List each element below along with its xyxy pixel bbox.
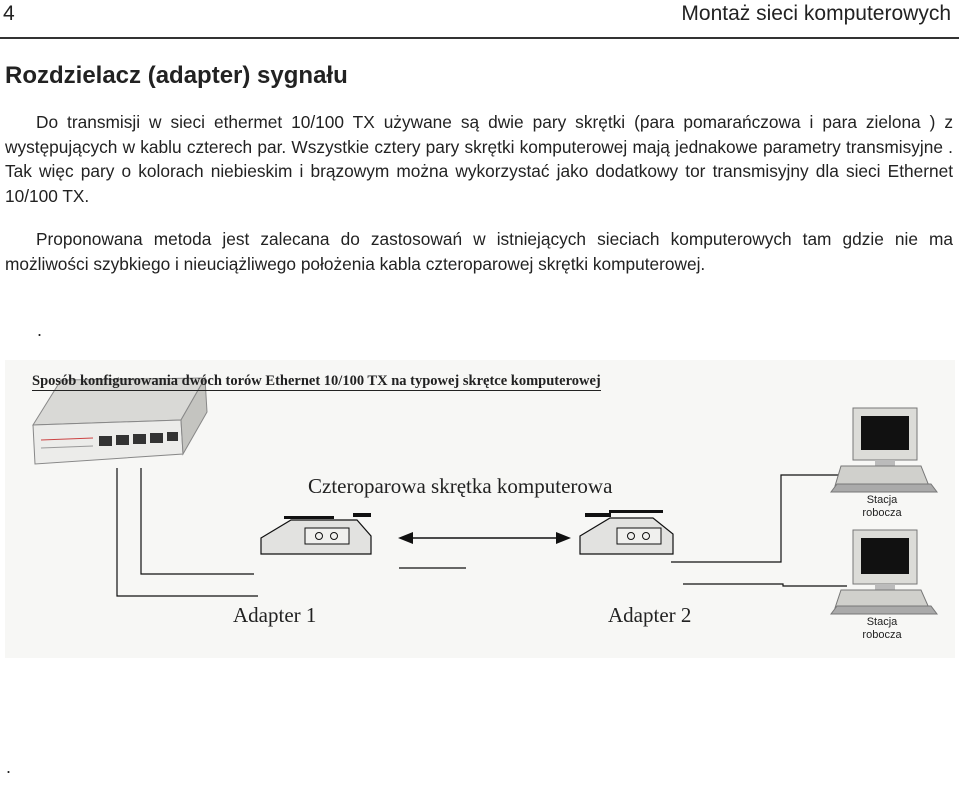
double-arrow-icon [398, 532, 571, 544]
adapter-icon [261, 513, 371, 554]
adapter-2-label: Adapter 2 [608, 603, 692, 627]
workstation-icon [831, 408, 937, 492]
workstation-icon [831, 530, 937, 614]
header-rule [0, 37, 959, 39]
paragraph-1 [5, 110, 953, 208]
paragraph-2-text: Proponowana metoda jest zalecana do zastosowań w istniejących sieciach komputerowych tam gdzie nie ma możliwości szybkiego i nieuciążliwego położenia kabla czteroparowej skrętki komputerowej. [5, 229, 953, 274]
running-header: Montaż sieci komputerowych [681, 2, 951, 25]
paragraph-2 [5, 227, 953, 276]
network-diagram-figure [5, 360, 955, 658]
diagram-drawing [5, 360, 955, 658]
figure-title: Sposób konfigurowania dwóch torów Ethernet 10/100 TX na typowej skrętce komputerowej [32, 373, 601, 389]
stray-dot: . [37, 320, 43, 340]
adapter-1-label: Adapter 1 [233, 603, 317, 627]
paragraph-1-text: Do transmisji w sieci ethermet 10/100 TX używane są dwie pary skrętki (para pomarańczowa i para zielona ) z występujących w kablu czterech par. Wszystkie cztery pary skrętki komputerowej mają jednakowe parametry transmisyjne . Tak więc pary o kolorach niebieskim i brązowym można wykorzystać jako dodatkowy tor transmisyjny dla sieci Ethernet 10/100 TX. [5, 112, 953, 206]
stray-dot: . [6, 757, 12, 777]
section-title: Rozdzielacz (adapter) sygnału [5, 62, 348, 89]
adapter-icon [580, 510, 673, 554]
page-number: 4 [3, 2, 15, 25]
workstation-2-label: Stacja robocza [862, 616, 902, 641]
workstation-1-label: Stacja robocza [862, 494, 902, 519]
cable-label: Czteroparowa skrętka komputerowa [308, 474, 613, 498]
